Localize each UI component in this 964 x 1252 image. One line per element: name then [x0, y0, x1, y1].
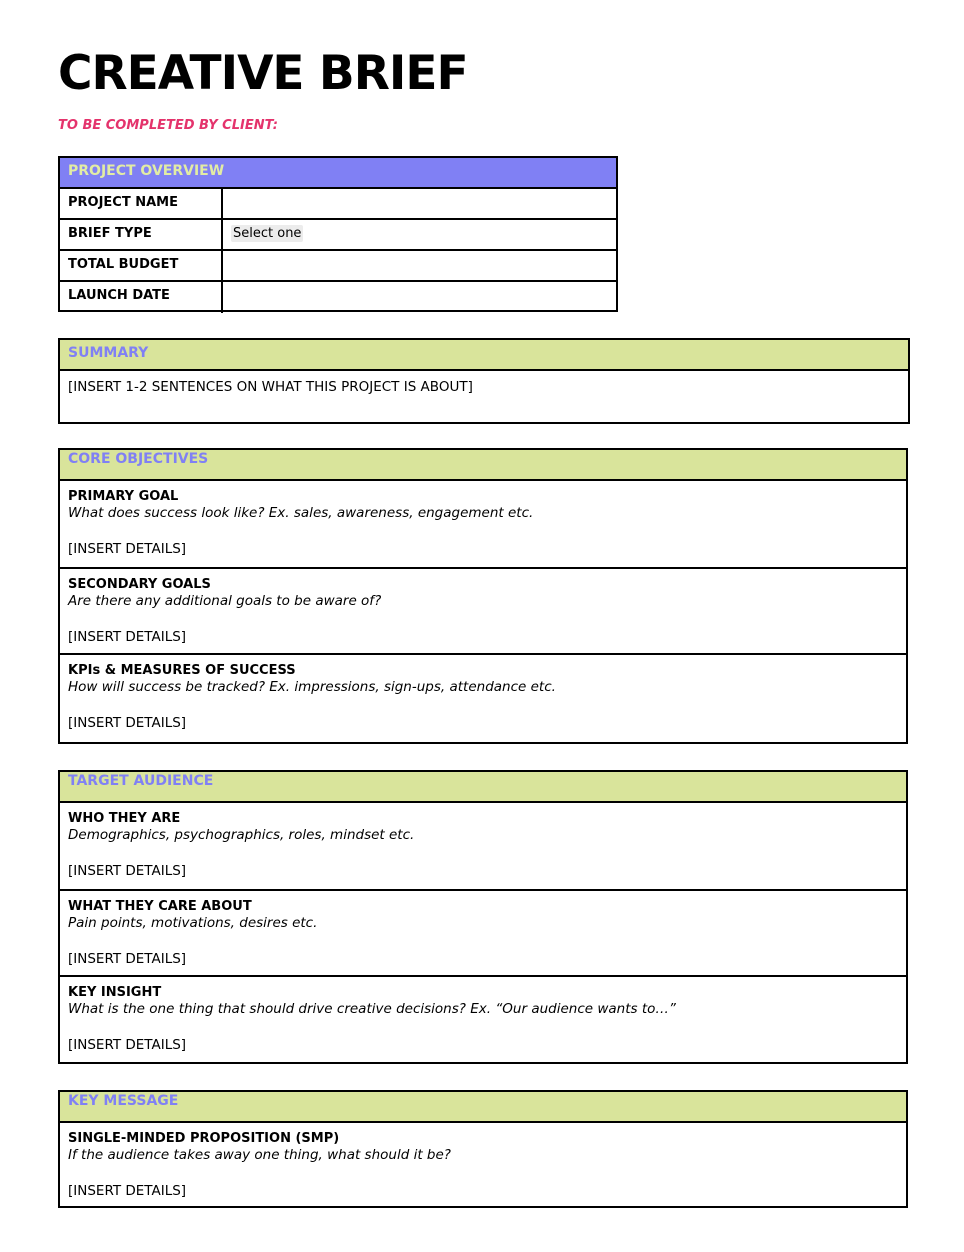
project-overview-table	[58, 156, 618, 312]
project-name-field[interactable]	[223, 189, 616, 218]
target-audience-header: TARGET AUDIENCE	[60, 772, 906, 803]
primary-goal-description: What does success look like? Ex. sales, awareness, engagement etc.	[68, 505, 534, 521]
key-message-header: KEY MESSAGE	[60, 1092, 906, 1123]
list-item	[60, 977, 906, 1053]
secondary-goals-title: SECONDARY GOALS	[68, 577, 211, 592]
secondary-goals-description: Are there any additional goals to be aware of?	[68, 593, 382, 609]
what-they-care-about-description: Pain points, motivations, desires etc.	[68, 915, 318, 931]
table-row	[60, 282, 616, 313]
list-item	[60, 569, 906, 655]
summary-text[interactable]: [INSERT 1-2 SENTENCES ON WHAT THIS PROJECT IS ABOUT]	[68, 379, 473, 395]
key-insight-details[interactable]: [INSERT DETAILS]	[68, 1037, 187, 1053]
list-item	[60, 655, 906, 731]
core-objectives-table	[58, 448, 908, 744]
smp-description: If the audience takes away one thing, what should it be?	[68, 1147, 451, 1163]
primary-goal-details[interactable]: [INSERT DETAILS]	[68, 541, 187, 557]
total-budget-label: TOTAL BUDGET	[60, 251, 223, 280]
brief-type-select[interactable]: Select one	[233, 226, 302, 241]
kpis-details[interactable]: [INSERT DETAILS]	[68, 715, 187, 731]
launch-date-field[interactable]	[223, 282, 616, 313]
what-they-care-about-details[interactable]: [INSERT DETAILS]	[68, 951, 187, 967]
secondary-goals-details[interactable]: [INSERT DETAILS]	[68, 629, 187, 645]
smp-details[interactable]: [INSERT DETAILS]	[68, 1183, 187, 1199]
table-row	[60, 189, 616, 220]
summary-header: SUMMARY	[60, 340, 908, 371]
summary-table	[58, 338, 910, 424]
kpis-title: KPIs & MEASURES OF SUCCESS	[68, 663, 296, 678]
project-overview-header: PROJECT OVERVIEW	[60, 158, 616, 189]
launch-date-label: LAUNCH DATE	[60, 282, 223, 313]
key-insight-title: KEY INSIGHT	[68, 985, 162, 1000]
client-instruction: TO BE COMPLETED BY CLIENT:	[58, 118, 278, 133]
list-item	[60, 1123, 906, 1199]
list-item	[60, 803, 906, 891]
list-item	[60, 481, 906, 569]
who-they-are-description: Demographics, psychographics, roles, mindset etc.	[68, 827, 415, 843]
kpis-description: How will success be tracked? Ex. impressions, sign-ups, attendance etc.	[68, 679, 556, 695]
target-audience-table	[58, 770, 908, 1064]
core-objectives-header: CORE OBJECTIVES	[60, 450, 906, 481]
table-row	[60, 220, 616, 251]
who-they-are-title: WHO THEY ARE	[68, 811, 181, 826]
project-name-label: PROJECT NAME	[60, 189, 223, 218]
total-budget-field[interactable]	[223, 251, 616, 280]
document-title: CREATIVE BRIEF	[58, 46, 468, 101]
brief-type-label: BRIEF TYPE	[60, 220, 223, 249]
table-row	[60, 251, 616, 282]
who-they-are-details[interactable]: [INSERT DETAILS]	[68, 863, 187, 879]
primary-goal-title: PRIMARY GOAL	[68, 489, 179, 504]
key-insight-description: What is the one thing that should drive creative decisions? Ex. “Our audience wants to…”	[68, 1001, 676, 1017]
smp-title: SINGLE-MINDED PROPOSITION (SMP)	[68, 1131, 340, 1146]
brief-type-cell	[223, 220, 616, 249]
key-message-table	[58, 1090, 908, 1208]
list-item	[60, 891, 906, 977]
what-they-care-about-title: WHAT THEY CARE ABOUT	[68, 899, 252, 914]
